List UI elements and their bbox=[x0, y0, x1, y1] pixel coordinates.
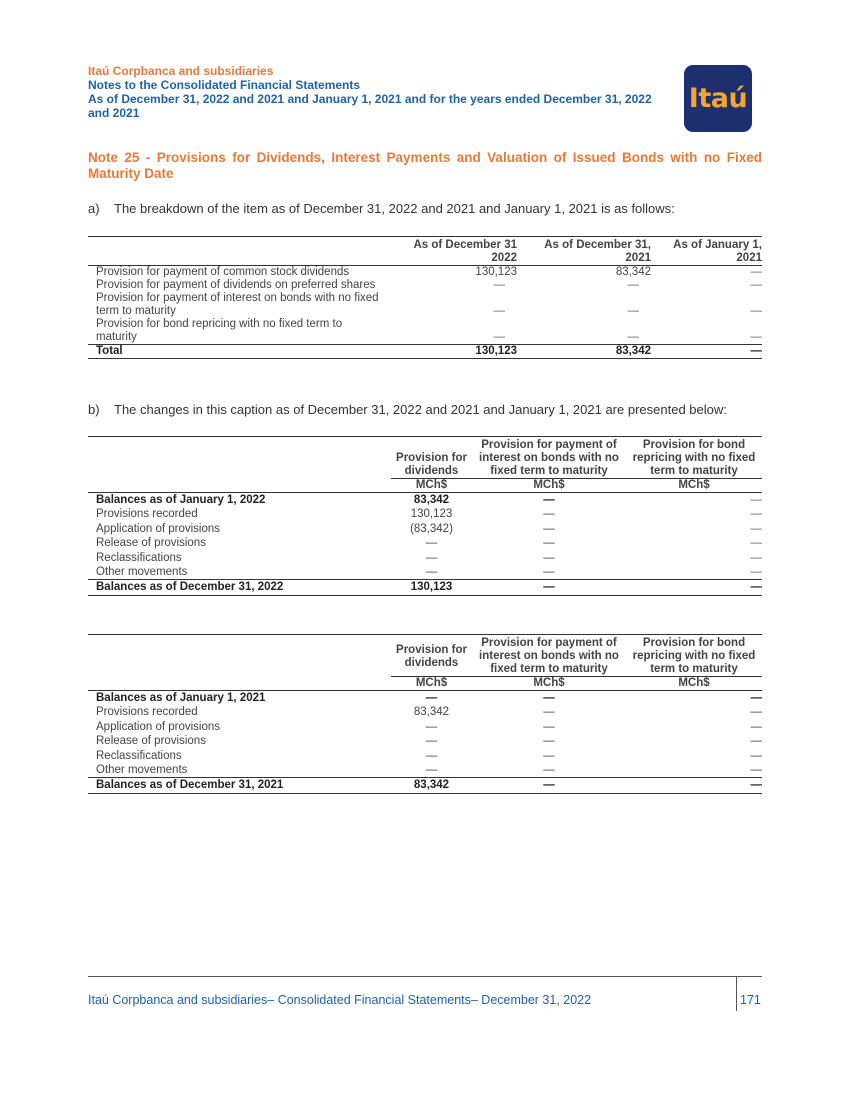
cell-value: — bbox=[750, 581, 762, 594]
cell-value: — bbox=[493, 305, 505, 317]
cell-value: 83,342 bbox=[413, 706, 450, 719]
row-label: Provisions recorded bbox=[96, 706, 198, 719]
unit-label: MCh$ bbox=[626, 677, 762, 691]
cell-value: 83,342 bbox=[413, 494, 450, 506]
footer-page-divider bbox=[736, 977, 737, 1011]
cell-value: 130,123 bbox=[410, 581, 453, 594]
paragraph-a-label: a) bbox=[88, 201, 100, 216]
cell-value: — bbox=[543, 551, 555, 564]
col-header-dec-2021: As of December 31, 2021 bbox=[544, 239, 651, 264]
row-label: Provision for payment of common stock dividends bbox=[96, 266, 350, 278]
col-header-dividends: Provision for dividends bbox=[396, 452, 467, 477]
row-label: Reclassifications bbox=[96, 749, 182, 762]
logo-text: Itaú bbox=[688, 83, 748, 114]
changes-table-2021 bbox=[88, 634, 762, 794]
col-header-repricing: Provision for bond repricing with no fixed term to maturity bbox=[632, 637, 756, 675]
row-label: Release of provisions bbox=[96, 537, 206, 550]
cell-value: — bbox=[750, 764, 762, 777]
note-title: Note 25 - Provisions for Dividends, Interest Payments and Valuation of Issued Bonds with no Fixed Maturity Date bbox=[88, 150, 762, 181]
cell-value: — bbox=[627, 279, 639, 291]
cell-value: — bbox=[627, 305, 639, 317]
cell-value: — bbox=[543, 779, 555, 792]
opening-balance-label: Balances as of January 1, 2022 bbox=[96, 494, 266, 506]
paragraph-b-label: b) bbox=[88, 402, 100, 417]
cell-value: — bbox=[750, 522, 762, 535]
unit-label: MCh$ bbox=[472, 479, 626, 493]
cell-value: — bbox=[543, 522, 555, 535]
paragraph-a bbox=[88, 201, 675, 216]
cell-value: — bbox=[425, 566, 438, 579]
cell-value: — bbox=[750, 494, 762, 506]
cell-value: — bbox=[543, 764, 555, 777]
cell-value: — bbox=[425, 735, 438, 748]
paragraph-a-text: The breakdown of the item as of December 31, 2022 and 2021 and January 1, 2021 is as follows: bbox=[114, 201, 675, 216]
row-label: Application of provisions bbox=[96, 522, 221, 535]
total-value: 83,342 bbox=[615, 345, 651, 357]
cell-value: — bbox=[750, 266, 762, 278]
unit-label: MCh$ bbox=[391, 479, 472, 493]
cell-value: — bbox=[493, 279, 505, 291]
company-name: Itaú Corpbanca and subsidiaries bbox=[88, 64, 274, 78]
cell-value: — bbox=[750, 566, 762, 579]
cell-value: — bbox=[493, 331, 505, 343]
unit-label: MCh$ bbox=[626, 479, 762, 493]
unit-label: MCh$ bbox=[391, 677, 472, 691]
period-line-2: and 2021 bbox=[88, 106, 140, 120]
page-number: 171 bbox=[740, 993, 761, 1007]
itau-logo bbox=[684, 65, 752, 132]
col-header-repricing: Provision for bond repricing with no fixed term to maturity bbox=[632, 439, 756, 477]
paragraph-b bbox=[88, 402, 727, 417]
total-value: — bbox=[750, 345, 762, 357]
col-header-interest: Provision for payment of interest on bonds with no fixed term to maturity bbox=[479, 637, 619, 675]
cell-value: — bbox=[627, 331, 639, 343]
row-label: Other movements bbox=[96, 566, 188, 579]
col-header-dividends: Provision for dividends bbox=[396, 643, 467, 669]
cell-value: — bbox=[543, 692, 555, 704]
cell-value: — bbox=[750, 331, 762, 343]
col-header-interest: Provision for payment of interest on bonds with no fixed term to maturity bbox=[479, 439, 619, 477]
opening-balance-label: Balances as of January 1, 2021 bbox=[96, 692, 266, 704]
cell-value: — bbox=[750, 720, 762, 733]
period-line-1: As of December 31, 2022 and 2021 and January 1, 2021 and for the years ended December 31, 2022 bbox=[88, 92, 652, 106]
row-label: Provision for bond repricing with no fixed term to maturity bbox=[96, 318, 343, 343]
cell-value: 130,123 bbox=[475, 266, 517, 278]
document-subtitle: Notes to the Consolidated Financial Statements bbox=[88, 78, 361, 92]
cell-value: — bbox=[750, 692, 762, 704]
changes-table-2022 bbox=[88, 436, 762, 596]
total-label: Total bbox=[96, 345, 123, 357]
cell-value: — bbox=[750, 749, 762, 762]
row-label: Release of provisions bbox=[96, 735, 206, 748]
cell-value: — bbox=[543, 706, 555, 719]
row-label: Provisions recorded bbox=[96, 508, 198, 521]
cell-value: (83,342) bbox=[410, 522, 453, 535]
cell-value: — bbox=[425, 551, 438, 564]
cell-value: 83,342 bbox=[615, 266, 651, 278]
cell-value: — bbox=[750, 779, 762, 792]
col-header-dec-2022: As of December 31 2022 bbox=[413, 239, 517, 264]
row-label: Provision for payment of dividends on preferred shares bbox=[96, 279, 376, 291]
col-header-jan-2021: As of January 1, 2021 bbox=[673, 239, 762, 264]
closing-balance-label: Balances as of December 31, 2021 bbox=[96, 779, 284, 792]
cell-value: — bbox=[425, 720, 438, 733]
cell-value: — bbox=[750, 706, 762, 719]
footer-divider bbox=[88, 976, 762, 977]
cell-value: — bbox=[543, 749, 555, 762]
cell-value: — bbox=[543, 537, 555, 550]
cell-value: — bbox=[425, 749, 438, 762]
cell-value: — bbox=[425, 764, 438, 777]
cell-value: — bbox=[543, 735, 555, 748]
breakdown-table bbox=[88, 236, 762, 359]
row-label: Reclassifications bbox=[96, 551, 182, 564]
cell-value: — bbox=[750, 508, 762, 521]
row-label: Application of provisions bbox=[96, 720, 221, 733]
cell-value: — bbox=[750, 551, 762, 564]
cell-value: — bbox=[543, 566, 555, 579]
unit-label: MCh$ bbox=[472, 677, 626, 691]
cell-value: — bbox=[543, 508, 555, 521]
footer-text: Itaú Corpbanca and subsidiaries– Consolidated Financial Statements– December 31, 2022 bbox=[88, 993, 592, 1007]
cell-value: — bbox=[750, 305, 762, 317]
row-label: Other movements bbox=[96, 764, 188, 777]
cell-value: — bbox=[543, 581, 555, 594]
cell-value: — bbox=[750, 735, 762, 748]
cell-value: 130,123 bbox=[410, 508, 453, 521]
paragraph-b-text: The changes in this caption as of December 31, 2022 and 2021 and January 1, 2021 are presented below: bbox=[114, 402, 727, 417]
row-label: Provision for payment of interest on bonds with no fixed term to maturity bbox=[96, 292, 379, 317]
cell-value: — bbox=[543, 494, 555, 506]
cell-value: — bbox=[543, 720, 555, 733]
total-value: 130,123 bbox=[475, 345, 517, 357]
cell-value: — bbox=[425, 692, 438, 704]
cell-value: — bbox=[750, 279, 762, 291]
cell-value: — bbox=[750, 537, 762, 550]
cell-value: — bbox=[425, 537, 438, 550]
cell-value: 83,342 bbox=[413, 779, 450, 792]
closing-balance-label: Balances as of December 31, 2022 bbox=[96, 581, 284, 594]
